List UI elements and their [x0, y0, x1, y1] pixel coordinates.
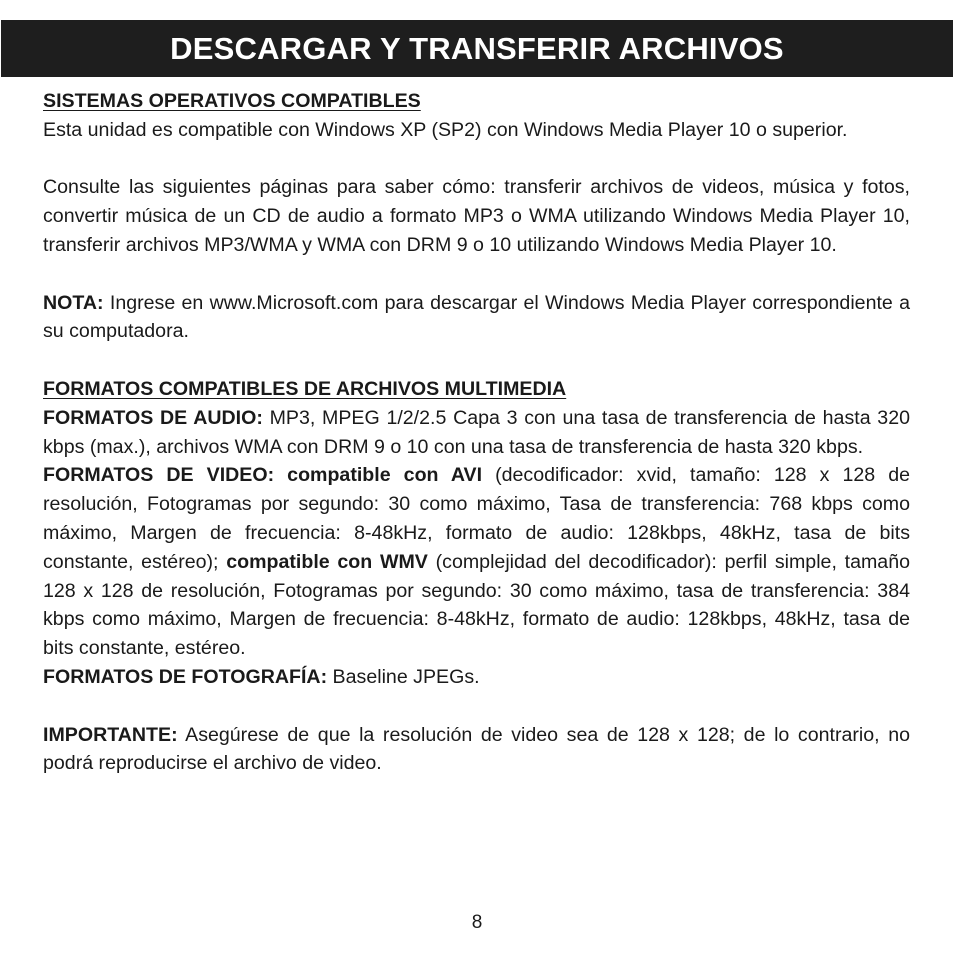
video-formats-text-avi: (decodificador: xvid, tamaño: 128 x 128 de resolución, Fotogramas por segundo: 30 como máximo, Tasa de transferencia: 768 kbps como máximo, Margen de frecuencia: 8-48kHz, formato de audio: 128kbps, 48kHz, tasa de bits constante, estéreo); — [43, 464, 911, 573]
title-bar — [1, 20, 953, 77]
note-label: NOTA: — [43, 291, 104, 314]
photo-formats-text: Baseline JPEGs. — [327, 665, 480, 688]
important-label: IMPORTANTE: — [43, 723, 178, 746]
video-formats-wmv-label: compatible con WMV — [226, 550, 428, 573]
note-text: Ingrese en www.Microsoft.com para descargar el Windows Media Player correspondiente a su computadora. — [43, 291, 910, 343]
spacer — [43, 692, 910, 721]
spacer — [43, 145, 910, 174]
page-title: DESCARGAR Y TRANSFERIR ARCHIVOS — [170, 30, 784, 66]
consult-paragraph: Consulte las siguientes páginas para saber cómo: transferir archivos de videos, música y fotos, convertir música de un CD de audio a formato MP3 o WMA utilizando Windows Media Player 10, transferir archivos MP3/WMA y WMA con DRM 9 o 10 utilizando Windows Media Player 10. — [43, 176, 910, 256]
video-formats-paragraph — [43, 461, 910, 663]
document-body — [43, 87, 910, 778]
spacer — [43, 346, 910, 375]
photo-formats-label: FORMATOS DE FOTOGRAFÍA: — [43, 665, 328, 688]
important-paragraph — [43, 721, 910, 779]
note-paragraph — [43, 289, 910, 347]
section-heading-formats: FORMATOS COMPATIBLES DE ARCHIVOS MULTIMEDIA — [43, 377, 567, 400]
photo-formats-paragraph — [43, 663, 910, 692]
audio-formats-text: MP3, MPEG 1/2/2.5 Capa 3 con una tasa de transferencia de hasta 320 kbps (max.), archivos WMA con DRM 9 o 10 con una tasa de transferencia de hasta 320 kbps. — [43, 406, 910, 458]
os-paragraph: Esta unidad es compatible con Windows XP (SP2) con Windows Media Player 10 o superior. — [43, 118, 848, 141]
page-number: 8 — [471, 912, 483, 933]
video-formats-text-wmv: (complejidad del decodificador): perfil simple, tamaño 128 x 128 de resolución, Fotogramas por segundo: 30 como máximo, tasa de transferencia: 384 kbps como máximo, Margen de frecuencia: 8-48kHz, formato de audio: 128kbps, 48kHz, tasa de bits constante, estéreo. — [43, 550, 910, 660]
spacer — [43, 260, 910, 289]
important-text: Asegúrese de que la resolución de video sea de 128 x 128; de lo contrario, no podrá reproducirse el archivo de video. — [43, 723, 910, 775]
audio-formats-paragraph — [43, 404, 910, 462]
audio-formats-label: FORMATOS DE AUDIO: — [43, 406, 263, 429]
video-formats-label: FORMATOS DE VIDEO: compatible con AVI — [43, 464, 483, 487]
section-heading-os: SISTEMAS OPERATIVOS COMPATIBLES — [43, 90, 421, 112]
